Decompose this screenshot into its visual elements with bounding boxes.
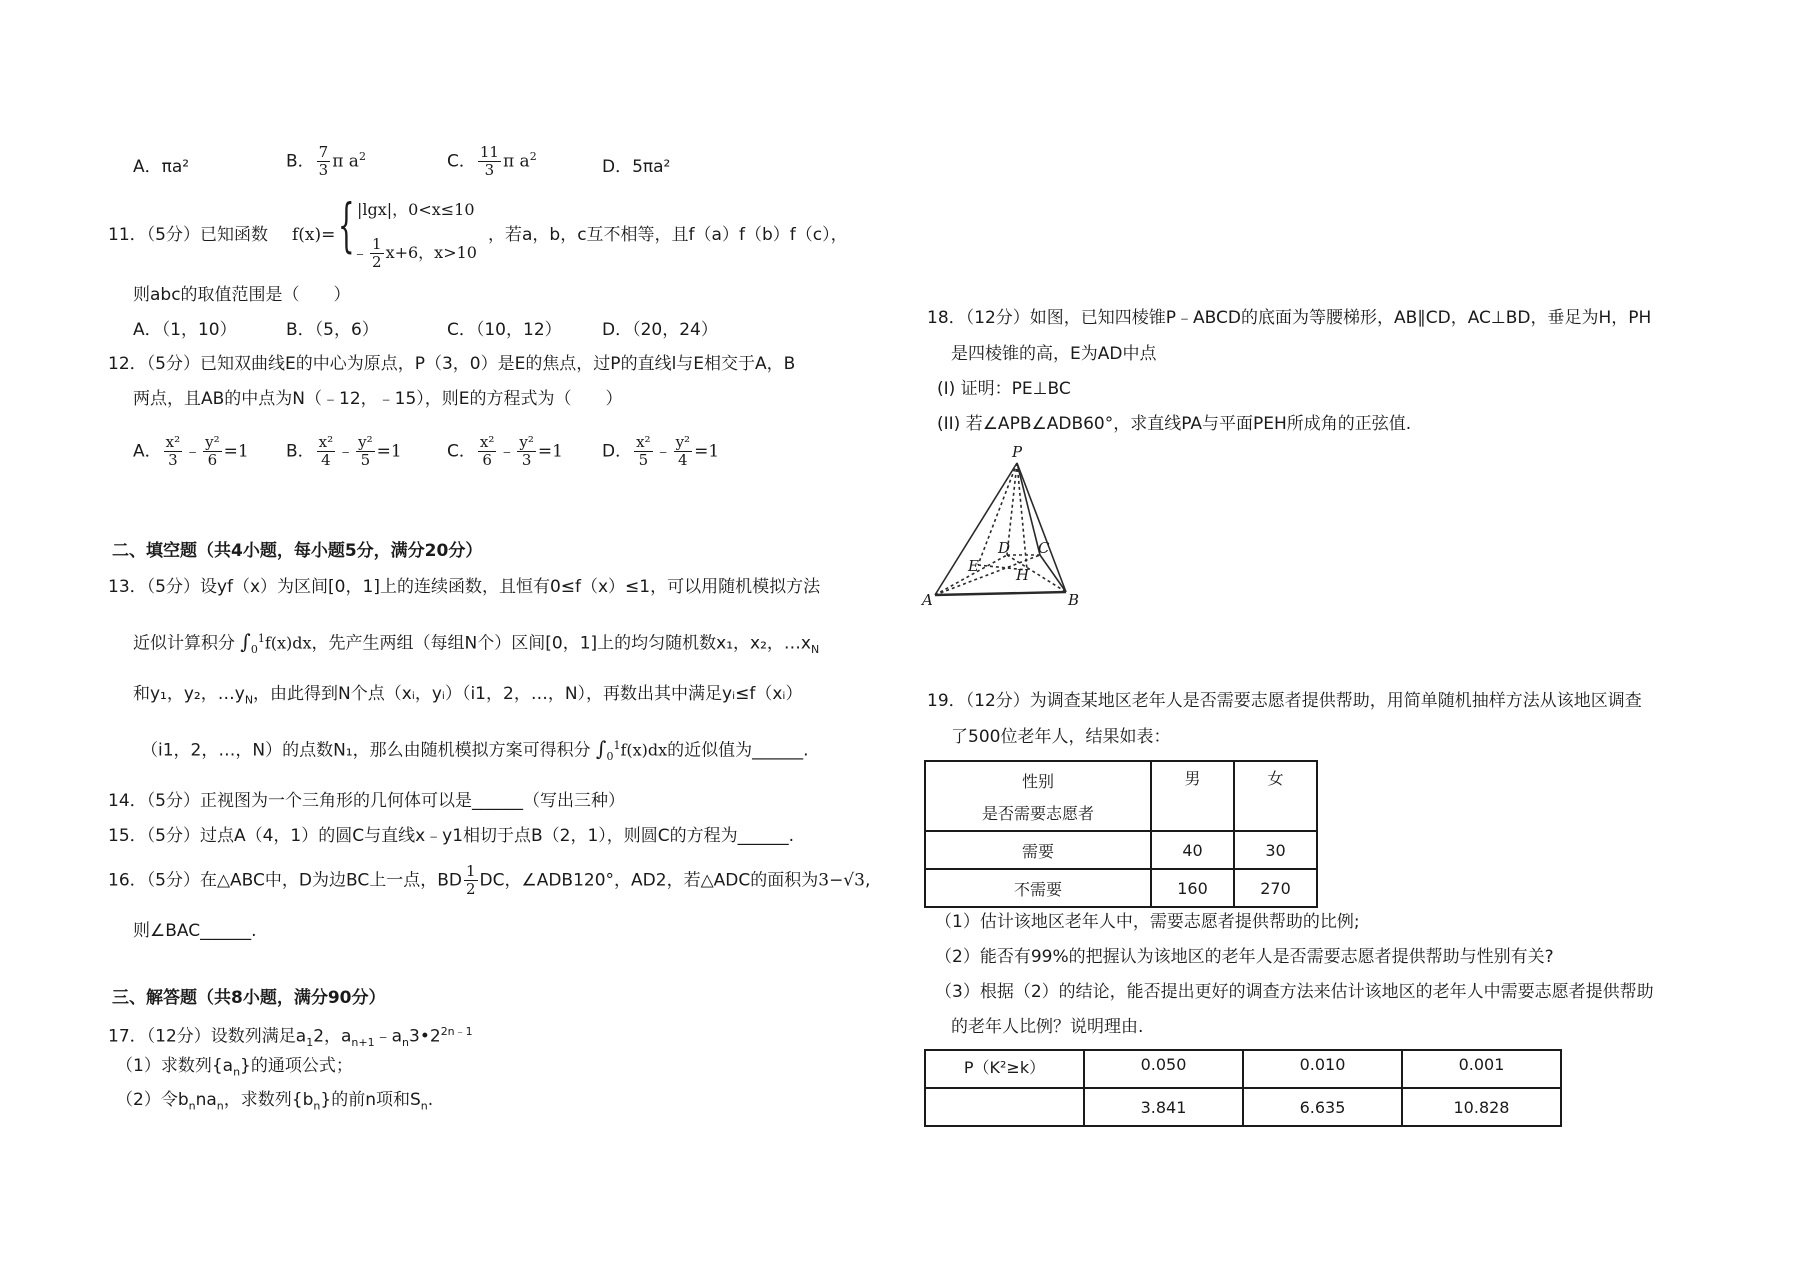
label-a: A — [922, 591, 933, 609]
table-cell: 160 — [1151, 869, 1234, 907]
q13-line1: 13．（5分）设yf（x）为区间[0，1]上的连续函数，且恒有0≤f（x）≤1，可以用随机模拟方法 — [108, 577, 821, 597]
table-cell: 需要 — [925, 831, 1151, 869]
q10-option-a: A．πa² — [133, 157, 190, 177]
q17-line1: 17．（12分）设数列满足$a_12$，$a_{n+1}﹣a_n3•2^{2n﹣1}$ — [108, 1025, 473, 1050]
table-header-corner: 性别 是否需要志愿者 — [925, 761, 1151, 831]
q15-text: 15．（5分）过点A（4，1）的圆C与直线x﹣y1相切于点B（2，1），则圆C的方程为______. — [108, 826, 795, 846]
q11-lead: 11．（5分）已知函数 — [108, 225, 268, 245]
q12-option-a: A． $\frac{\text{x²}}{3}$ ﹣ $\frac{\text{y²}}{6}$ =1 — [133, 433, 249, 469]
q18-line2: 是四棱锥的高，E为AD中点 — [951, 344, 1157, 364]
q12-option-d: D． $\frac{\text{x²}}{5}$ ﹣ $\frac{\text{y²}}{4}$ =1 — [602, 433, 720, 469]
q19-line2: 了500位老年人，结果如表： — [951, 727, 1171, 747]
critical-value-table — [924, 1049, 1562, 1127]
q10-option-c: C． $\frac{11}{3}$ π $a^2$ — [447, 143, 537, 179]
table-header-male: 男 — [1151, 761, 1234, 831]
q11-fx: f(x)= — [292, 225, 336, 245]
table-cell: 0.050 — [1084, 1050, 1243, 1088]
table-cell: 0.010 — [1243, 1050, 1402, 1088]
q11-piece1: |lgx|，0<x≤10 — [357, 200, 475, 219]
table-cell: 不需要 — [925, 869, 1151, 907]
label-d: D — [998, 539, 1011, 557]
q16-line2: 则∠BAC______. — [133, 921, 257, 941]
q10-option-b: B． $\frac{7}{3}$ π $a^2$ — [286, 143, 366, 179]
q13-line3: 和y₁，y₂，$\dots y_N$，由此得到N个点（xᵢ，yᵢ）（i1，2，…，N），再数出其中满足yᵢ≤f（xᵢ） — [133, 684, 803, 707]
label-b: B — [1068, 591, 1080, 609]
q19-part1: （1）估计该地区老年人中，需要志愿者提供帮助的比例; — [935, 912, 1360, 932]
table-cell — [925, 1088, 1084, 1126]
section-heading-fill-in: 二、填空题（共4小题，每小题5分，满分20分） — [112, 541, 483, 561]
label-p: P — [1012, 443, 1023, 461]
q18-part1: (I) 证明：PE⊥BC — [937, 379, 1071, 399]
table-cell: 30 — [1234, 831, 1317, 869]
q11-brace: { — [338, 191, 355, 259]
table-cell: 6.635 — [1243, 1088, 1402, 1126]
q12-option-c: C． $\frac{\text{x²}}{6}$ ﹣ $\frac{\text{y²}}{3}$ =1 — [447, 433, 563, 469]
q17-part1: （1）求数列$\{a_n\}$的通项公式； — [116, 1056, 353, 1079]
survey-table — [924, 760, 1318, 908]
table-cell: 270 — [1234, 869, 1317, 907]
q13-line4: （i1，2，…，N）的点数N₁，那么由随机模拟方案可得积分 $\int_0^1f(x)dx$的近似值为______. — [141, 736, 809, 764]
label-c: C — [1038, 539, 1050, 557]
table-cell: 3.841 — [1084, 1088, 1243, 1126]
q17-part2: （2）令$b_nna_n$，求数列$\{b_n\}$的前n项和$S_n$. — [116, 1090, 434, 1113]
q13-line2: 近似计算积分 $\int_0^1f(x)dx$，先产生两组（每组N个）区间[0，1]上的均匀随机数x₁，x₂，$\dots x_N$ — [133, 629, 820, 657]
q12-option-b: B． $\frac{\text{x²}}{4}$ ﹣ $\frac{\text{y²}}{5}$ =1 — [286, 433, 402, 469]
table-cell: 40 — [1151, 831, 1234, 869]
section-heading-answer: 三、解答题（共8小题，满分90分） — [112, 988, 386, 1008]
table-cell: P（K²≥k） — [925, 1050, 1084, 1088]
q11-piece2: ﹣ $\frac{1}{2}$ x+6，x>10 — [352, 235, 477, 271]
pyramid-figure — [920, 440, 1090, 610]
q11-line2: 则abc的取值范围是（ ） — [133, 285, 351, 305]
q14-text: 14．（5分）正视图为一个三角形的几何体可以是______（写出三种） — [108, 791, 625, 811]
label-h: H — [1016, 566, 1030, 584]
table-cell: 0.001 — [1402, 1050, 1561, 1088]
q19-line1: 19．（12分）为调查某地区老年人是否需要志愿者提供帮助，用简单随机抽样方法从该地区调查 — [927, 691, 1642, 711]
q18-part2: (II) 若∠APB∠ADB60°，求直线PA与平面PEH所成角的正弦值. — [937, 414, 1412, 434]
q11-option-c: C．（10，12） — [447, 320, 562, 340]
q19-part2: （2）能否有99%的把握认为该地区的老年人是否需要志愿者提供帮助与性别有关? — [935, 947, 1554, 967]
q16-line1: 16．（5分）在△ABC中，D为边BC上一点，BD $\frac{1}{2}$ DC，∠ADB120°，AD2，若△ADC的面积为3−√3, — [108, 862, 871, 898]
q12-line2: 两点，且AB的中点为N（﹣12，﹣15），则E的方程式为（ ） — [133, 389, 623, 409]
q18-line1: 18．（12分）如图，已知四棱锥P﹣ABCD的底面为等腰梯形，AB∥CD，AC⊥BD，垂足为H，PH — [927, 308, 1652, 328]
q11-option-d: D．（20，24） — [602, 320, 718, 340]
label-e: E — [968, 557, 979, 575]
table-header-female: 女 — [1234, 761, 1317, 831]
q19-part3b: 的老年人比例？说明理由. — [951, 1017, 1144, 1037]
q11-tail: ，若a，b，c互不相等，且f（a）f（b）f（c）， — [488, 225, 848, 245]
q11-option-a: A．（1，10） — [133, 320, 237, 340]
q12-line1: 12．（5分）已知双曲线E的中心为原点，P（3，0）是E的焦点，过P的直线l与E相交于A，B — [108, 354, 796, 374]
q11-option-b: B．（5，6） — [286, 320, 379, 340]
q10-option-d: D．5πa² — [602, 157, 671, 177]
table-cell: 10.828 — [1402, 1088, 1561, 1126]
q19-part3a: （3）根据（2）的结论，能否提出更好的调查方法来估计该地区的老年人中需要志愿者提供帮助 — [935, 982, 1654, 1002]
